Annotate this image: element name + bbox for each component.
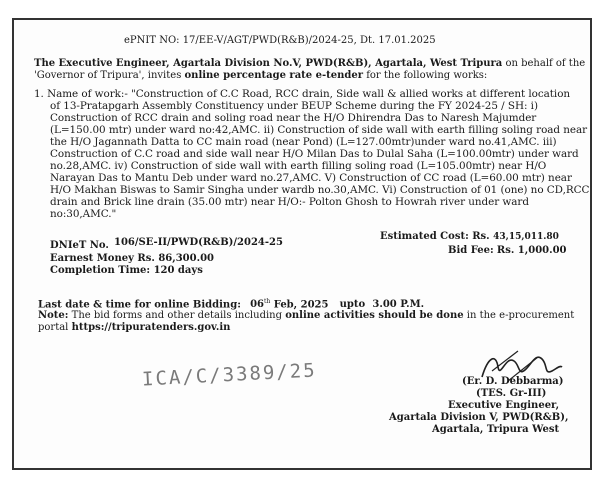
- dniet-label: DNIeT No.: [50, 240, 109, 251]
- last-date-label: Last date & time for online Bidding:: [38, 299, 241, 311]
- work-line: Narayan Das to Mantu Deb under ward no.27,AMC. V) Construction of CC road (L=60.00 mtr) near: [50, 172, 572, 184]
- intro-issuer: The Executive Engineer, Agartala Division No.V, PWD(R&B), Agartala, West Tripura: [34, 58, 503, 69]
- work-line: of 13-Pratapgarh Assembly Constituency under BEUP Scheme during the FY 2024-25 / SH: i): [50, 100, 538, 112]
- portal-url: https://tripuratenders.gov.in: [71, 322, 231, 333]
- completion-label: Completion Time:: [50, 265, 151, 276]
- last-date-sup: th: [264, 298, 271, 305]
- earnest-money: [50, 254, 214, 264]
- bid-fee-value: Rs. 1,000.00: [496, 245, 567, 256]
- estimated-cost-value: 43,15,011.80: [493, 232, 559, 242]
- estimated-cost-label: Estimated Cost: Rs.: [380, 231, 490, 242]
- work-line: 1. Name of work:- "Construction of C.C Road, RCC drain, Side wall & allied works at different location: [34, 88, 571, 100]
- intro-line-2: [34, 71, 487, 81]
- work-line: drain and Brick line drain (35.00 mtr) near H/O:- Polton Ghosh to Howrah river under ward: [50, 196, 529, 208]
- last-date-day: 06: [250, 299, 264, 311]
- work-line: H/O Makhan Biswas to Samir Singha under wardb no.30,AMC. Vi) Construction of 01 (one) no CD,RCC: [50, 184, 590, 196]
- last-date: [38, 299, 424, 310]
- signatory-division: Agartala Division V, PWD(R&B),: [389, 412, 569, 423]
- work-line: the H/O Jagannath Datta to CC main road (near Pond) (L=127.00mtr)under ward no.41,AMC. iii): [50, 136, 557, 148]
- work-line: no:30,AMC.": [50, 208, 117, 220]
- notice-title: ePNIT NO: 17/EE-V/AGT/PWD(R&B)/2024-25, Dt. 17.01.2025: [124, 35, 436, 46]
- signatory-designation: Executive Engineer,: [448, 400, 560, 411]
- note-post: in the e-procurement: [463, 310, 575, 321]
- intro-tender-type: online percentage rate e-tender: [184, 70, 364, 81]
- signatory-grade: (TES. Gr-III): [476, 388, 547, 399]
- intro-line-2-pre: 'Governor of Tripura', invites: [34, 70, 185, 81]
- portal-pre: portal: [38, 322, 72, 333]
- completion-time: [50, 266, 203, 276]
- estimated-cost: [380, 232, 559, 242]
- work-line: no.28,AMC. iv) Construction of side wall with earth filling soling road (L=105.00mtr) near H/O: [50, 160, 547, 172]
- work-line: Construction of C.C road and side wall near H/O Milan Das to Dulal Saha (L=100.00mtr) under ward: [50, 148, 579, 160]
- completion-value: 120 days: [153, 265, 203, 276]
- earnest-money-label: Earnest Money Rs.: [50, 253, 155, 264]
- note-line: [38, 311, 574, 321]
- note-pre: The bid forms and other details including: [68, 310, 286, 321]
- handwritten-reference: ICA/C/3389/25: [141, 359, 318, 391]
- signatory-name: (Er. D. Debbarma): [462, 376, 564, 387]
- intro-line-2-rest: for the following works:: [363, 70, 488, 81]
- intro-line-1-rest: on behalf of the: [502, 58, 586, 69]
- bid-fee-label: Bid Fee:: [448, 245, 494, 256]
- note-bold: online activities should be done: [285, 310, 464, 321]
- intro-line-1: [34, 59, 585, 69]
- bid-fee: [448, 246, 567, 256]
- portal-line: [38, 323, 230, 333]
- work-line: (L=150.00 mtr) under ward no:42,AMC. ii) Construction of side wall with earth filling soling road near: [50, 124, 588, 136]
- signatory-location: Agartala, Tripura West: [432, 424, 560, 435]
- note-label: Note:: [38, 310, 69, 321]
- earnest-money-value: 86,300.00: [158, 253, 214, 264]
- last-date-rest: Feb, 2025: [270, 299, 329, 311]
- work-line: Construction of RCC drain and soling road near the H/O Dhirendra Das to Naresh Majumder: [50, 112, 537, 124]
- last-date-upto: upto: [339, 299, 366, 311]
- dniet-value: 106/SE-II/PWD(R&B)/2024-25: [114, 237, 283, 248]
- last-date-time: 3.00 P.M.: [372, 299, 425, 311]
